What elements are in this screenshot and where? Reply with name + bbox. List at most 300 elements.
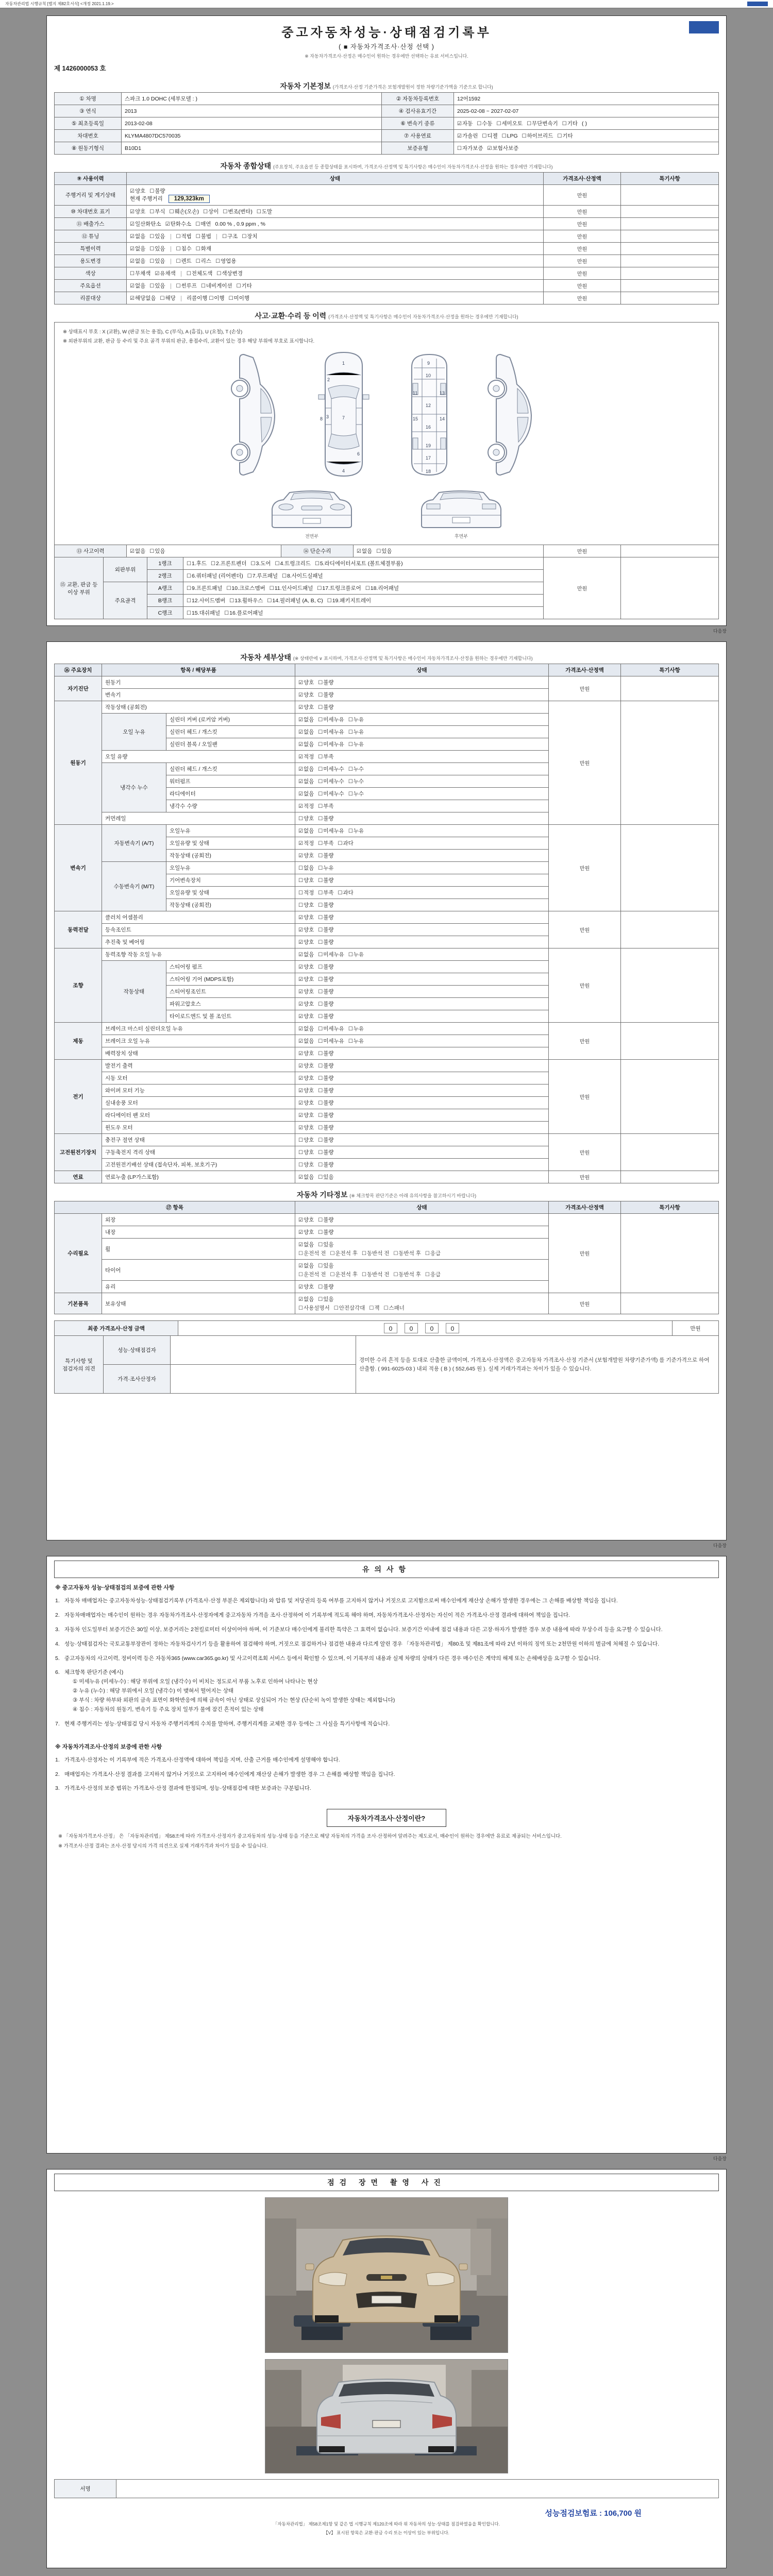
checkbox-unchecked[interactable]: ☐운전석 전: [298, 1250, 326, 1257]
notice-title: 유의사항: [54, 1561, 719, 1578]
item-group-label: 오일 누유: [102, 714, 166, 751]
table-row: [55, 206, 719, 218]
checkbox-unchecked[interactable]: ☐미세누유: [318, 717, 344, 723]
col-header-status: 상태: [127, 173, 544, 185]
checkbox-unchecked[interactable]: ☐불법: [195, 233, 212, 240]
checkbox-checked[interactable]: ☑양호: [298, 1063, 314, 1069]
checkbox-unchecked[interactable]: ☐미세누유: [318, 1038, 344, 1044]
notice-item: [55, 1668, 718, 1714]
checkbox-unchecked[interactable]: ☐미세누수: [318, 766, 344, 772]
checkbox-checked[interactable]: ☑없음: [298, 1242, 314, 1248]
svg-text:17: 17: [426, 455, 431, 461]
checkbox-checked[interactable]: ☑양호: [298, 976, 314, 982]
checkbox-unchecked[interactable]: ☐색상변경: [216, 270, 243, 277]
checkbox-icon: ☐: [318, 1230, 323, 1235]
checkbox-checked[interactable]: ☑양호: [298, 1112, 314, 1118]
col-header-item: ⑰ 항목: [55, 1201, 295, 1214]
checkbox-unchecked[interactable]: ☐누유: [348, 717, 364, 723]
checkbox-checked[interactable]: ☑양호: [298, 1125, 314, 1131]
checkbox-checked[interactable]: ☑없음: [298, 952, 314, 958]
checkbox-unchecked[interactable]: ☐없음: [298, 865, 314, 871]
checkbox-unchecked[interactable]: ☐침수: [176, 246, 192, 252]
checkbox-unchecked[interactable]: ☐미세누유: [318, 952, 344, 958]
checkbox-unchecked[interactable]: ☐리스: [195, 258, 212, 264]
checkbox-unchecked[interactable]: ☐양호: [298, 877, 314, 884]
checkbox-checked[interactable]: ☑없음: [298, 1174, 314, 1180]
checkbox-checked[interactable]: ☑없음: [298, 717, 314, 723]
checkbox-unchecked[interactable]: ☐7.루프패널: [247, 573, 278, 579]
checkbox-unchecked[interactable]: ☐불량: [318, 1100, 334, 1106]
checkbox-checked[interactable]: ☑양호: [298, 853, 314, 859]
col-header-status: 상태: [295, 664, 549, 676]
checkbox-checked[interactable]: ☑없음: [298, 766, 314, 772]
checkbox-unchecked[interactable]: ☐전체도색: [186, 270, 213, 277]
table-row: [55, 280, 719, 292]
checkbox-unchecked[interactable]: ☐잭: [369, 1305, 380, 1311]
checkbox-unchecked[interactable]: ☐불량: [318, 704, 334, 710]
checkbox-unchecked[interactable]: ☐3.도어: [250, 561, 271, 567]
checkbox-icon: ☑: [298, 1230, 303, 1235]
checkbox-checked[interactable]: ☑양호: [298, 692, 314, 698]
checkbox-checked[interactable]: ☑없음: [130, 258, 146, 264]
checkbox-checked[interactable]: ☑없음: [298, 1263, 314, 1269]
checkbox-icon: ☐: [425, 1272, 430, 1278]
checkbox-icon: ☐: [176, 246, 181, 252]
checkbox-unchecked[interactable]: ☐썬루프: [176, 283, 197, 289]
checkbox-icon: ☐: [187, 561, 191, 567]
table-row: [55, 255, 719, 267]
history-item-label: 리콜대상: [55, 292, 127, 304]
checkbox-unchecked[interactable]: ☐불량: [318, 816, 334, 822]
checkbox-unchecked[interactable]: ☐있음: [149, 258, 165, 264]
price-cell: 만원: [544, 243, 621, 255]
checkbox-checked[interactable]: ☑자동: [457, 121, 473, 127]
checkbox-unchecked[interactable]: ☐장치: [242, 233, 258, 240]
checkbox-unchecked[interactable]: ☐있음: [149, 233, 165, 240]
checkbox-unchecked[interactable]: ☐불량: [318, 1013, 334, 1020]
checkbox-unchecked[interactable]: ☐불량: [318, 853, 334, 859]
checkbox-unchecked[interactable]: ☐불량: [318, 976, 334, 982]
checkbox-unchecked[interactable]: ☐무단변속기: [527, 121, 558, 127]
status-cell: [295, 825, 549, 837]
checkbox-icon: ☐: [236, 283, 241, 289]
checkbox-unchecked[interactable]: ☐불량: [318, 902, 334, 908]
checkbox-unchecked[interactable]: ☐2.프론트펜더: [211, 561, 247, 567]
checkbox-unchecked[interactable]: ☐불량: [318, 1088, 334, 1094]
table-row: [55, 825, 719, 837]
checkbox-unchecked[interactable]: ☐있음: [376, 548, 392, 554]
checkbox-icon: ☑: [298, 1014, 303, 1020]
note-cell: [621, 557, 719, 619]
checkbox-unchecked[interactable]: ☐불량: [318, 964, 334, 970]
checkbox-unchecked[interactable]: ☐기타: [236, 283, 252, 289]
checkbox-unchecked[interactable]: ☐구조: [222, 233, 238, 240]
checkbox-icon: ☑: [130, 259, 135, 264]
section-note: (가격조사·산정 기준가격은 보험개발원이 정한 차량기준가액을 기준으로 합니다): [332, 84, 493, 90]
checkbox-unchecked[interactable]: ☐안전삼각대: [333, 1305, 365, 1311]
checkbox-checked[interactable]: ☑양호: [298, 939, 314, 945]
checkbox-unchecked[interactable]: ☐누수: [348, 778, 364, 785]
checkbox-icon: ☐: [149, 283, 155, 289]
checkbox-unchecked[interactable]: ☐응급: [425, 1250, 441, 1257]
checkbox-checked[interactable]: ☑양호: [130, 209, 146, 215]
checkbox-unchecked[interactable]: ☐수동: [477, 121, 493, 127]
checkbox-checked[interactable]: ☑탄화수소: [165, 221, 192, 227]
section-title-text: 사고·교환·수리 등 이력: [255, 312, 327, 320]
svg-text:1: 1: [342, 361, 345, 366]
checkbox-unchecked[interactable]: ☐6.쿼터패널 (리어펜더): [187, 573, 243, 579]
part-label: 실린더 커버 (로커암 커버): [166, 714, 295, 726]
checkbox-unchecked[interactable]: ☐동반석 후: [393, 1272, 421, 1278]
note-cell: [621, 243, 719, 255]
checkbox-unchecked[interactable]: ☐자가보증: [457, 145, 483, 151]
checkbox-checked[interactable]: ☑없음: [130, 283, 146, 289]
note-cell: [621, 1171, 719, 1183]
status-cell: [295, 775, 549, 788]
checkbox-unchecked[interactable]: ☐양호: [298, 816, 314, 822]
status-cell: [295, 874, 549, 887]
checkbox-unchecked[interactable]: ☐무채색: [130, 270, 151, 277]
checkbox-checked[interactable]: ☑양호: [298, 704, 314, 710]
checkbox-unchecked[interactable]: ☐동반석 후: [393, 1250, 421, 1257]
checkbox-icon: ☐: [327, 598, 332, 604]
checkbox-unchecked[interactable]: ☐12.사이드멤버: [187, 598, 226, 604]
checkbox-unchecked[interactable]: ☐매연: [195, 221, 211, 227]
checkbox-unchecked[interactable]: ☐미세누유: [318, 729, 344, 735]
checkbox-unchecked[interactable]: ☐네비게이션: [200, 283, 232, 289]
checkbox-checked[interactable]: ☑없음: [298, 1026, 314, 1032]
definition-box-wrap: [54, 1809, 719, 1827]
status-cell: [127, 218, 544, 230]
checkbox-unchecked[interactable]: ☐운전석 후: [330, 1272, 358, 1278]
checkbox-unchecked[interactable]: ☐이행: [209, 295, 225, 301]
checkbox-unchecked[interactable]: ☐있음: [318, 1296, 334, 1302]
note-cell: [621, 185, 719, 206]
status-cell: [295, 1097, 549, 1109]
col-header-price: 가격조사·산정액: [549, 1201, 621, 1214]
checkbox-unchecked[interactable]: ☐13.휠하우스: [229, 598, 263, 604]
checkbox-unchecked[interactable]: ☐미세누수: [318, 778, 344, 785]
checkbox-unchecked[interactable]: ☐19.패키지트레이: [327, 598, 372, 604]
checkbox-unchecked[interactable]: ☐불량: [318, 927, 334, 933]
checkbox-checked[interactable]: ☑일산화탄소: [130, 221, 161, 227]
checkbox-unchecked[interactable]: ☐훼손(오손): [169, 209, 199, 215]
checkbox-unchecked[interactable]: ☐미세누유: [318, 828, 344, 834]
item-label: 커먼레일: [102, 812, 295, 825]
checkbox-unchecked[interactable]: ☐16.플로어패널: [224, 610, 263, 616]
checkbox-unchecked[interactable]: ☐기타: [557, 133, 573, 139]
field-label: 보증유형: [382, 142, 454, 155]
checkbox-unchecked[interactable]: ☐기타: [562, 121, 578, 127]
checkbox-unchecked[interactable]: ☐누유: [348, 1026, 364, 1032]
table-row: [55, 243, 719, 255]
checkbox-unchecked[interactable]: ☐4.트렁크리드: [275, 561, 311, 567]
checkbox-checked[interactable]: ☑양호: [298, 1088, 314, 1094]
status-cell: [295, 1060, 549, 1072]
history-item-label: 특별이력: [55, 243, 127, 255]
checkbox-unchecked[interactable]: ☐불량: [318, 1063, 334, 1069]
checkbox-unchecked[interactable]: ☐누유: [348, 828, 364, 834]
checkbox-unchecked[interactable]: ☐양호: [298, 1149, 314, 1156]
status-cell: [295, 1023, 549, 1035]
checkbox-checked[interactable]: ☑해당없음: [130, 295, 156, 301]
checkbox-unchecked[interactable]: ☐불량: [318, 939, 334, 945]
checkbox-unchecked[interactable]: ☐누유: [348, 1038, 364, 1044]
checkbox-unchecked[interactable]: ☐11.인사이드패널: [269, 585, 313, 591]
checkbox-icon: ☐: [298, 890, 303, 896]
checkbox-checked[interactable]: ☑양호: [298, 1100, 314, 1106]
checkbox-unchecked[interactable]: ☐있음: [318, 1174, 334, 1180]
section-note: (주요장치, 주요옵션 등 종합상태를 표시하며, 가격조사·산정액 및 특기사항은 매수인이 자동차가격조사·산정을 원하는 경우에만 기재합니다): [273, 164, 553, 170]
checkbox-unchecked[interactable]: ☐미세누유: [318, 1026, 344, 1032]
checkbox-unchecked[interactable]: ☐불량: [318, 1001, 334, 1007]
checkbox-checked[interactable]: ☑양호: [130, 188, 146, 194]
checkbox-checked[interactable]: ☑양호: [298, 989, 314, 995]
rank-label: A랭크: [147, 582, 183, 595]
status-cell: [127, 280, 544, 292]
col-header-note: 특기사항: [621, 664, 719, 676]
checkbox-checked[interactable]: ☑양호: [298, 1229, 314, 1235]
checkbox-unchecked[interactable]: ☐양호: [298, 1162, 314, 1168]
checkbox-unchecked[interactable]: ☐디젤: [482, 133, 498, 139]
checkbox-checked[interactable]: ☑양호: [298, 1050, 314, 1057]
checkbox-checked[interactable]: ☑양호: [298, 1284, 314, 1290]
checkbox-unchecked[interactable]: ☐누수: [348, 766, 364, 772]
checkbox-unchecked[interactable]: ☐15.대쉬패널: [187, 610, 221, 616]
checkbox-icon: ☐: [318, 977, 323, 982]
checkbox-checked[interactable]: ☑적정: [298, 803, 314, 809]
checkbox-unchecked[interactable]: ☐부족: [318, 803, 334, 809]
inspector-opinion-field: [171, 1336, 356, 1365]
checkbox-checked[interactable]: ☑양호: [298, 1013, 314, 1020]
col-header-note: 특기사항: [621, 1201, 719, 1214]
checkbox-unchecked[interactable]: ☐누유: [348, 729, 364, 735]
checkbox-icon: ☑: [298, 1026, 303, 1032]
simple-repair-status: [354, 545, 544, 557]
note-cell: [621, 1134, 719, 1171]
svg-text:14: 14: [440, 416, 445, 421]
checkbox-icon: ☑: [298, 1242, 303, 1248]
checkbox-icon: ☐: [187, 586, 191, 591]
checkbox-checked[interactable]: ☑없음: [130, 233, 146, 240]
checkbox-unchecked[interactable]: ☐응급: [425, 1272, 441, 1278]
checkbox-unchecked[interactable]: ☐누유: [348, 741, 364, 748]
checkbox-unchecked[interactable]: ☐있음: [318, 1263, 334, 1269]
checkbox-icon: ☑: [298, 730, 303, 735]
checkbox-unchecked[interactable]: ☐불량: [318, 1162, 334, 1168]
checkbox-unchecked[interactable]: ☐10.크로스멤버: [226, 585, 265, 591]
checkbox-checked[interactable]: ☑유채색: [155, 270, 176, 277]
item-label: 변속기: [102, 689, 295, 701]
checkbox-unchecked[interactable]: ☐양호: [298, 1137, 314, 1143]
checkbox-icon: ☐: [318, 915, 323, 921]
checkbox-unchecked[interactable]: ☐적법: [176, 233, 192, 240]
basic-info-table: [54, 92, 719, 155]
notice-subtitle: ※ 중고자동차 성능·상태점검의 보증에 관한 사항: [55, 1585, 175, 1591]
checkbox-unchecked[interactable]: ☐동반석 전: [361, 1250, 390, 1257]
checkbox-unchecked[interactable]: ☐8.사이드실패널: [282, 573, 323, 579]
checkbox-checked[interactable]: ☑없음: [298, 1296, 314, 1302]
checkbox-checked[interactable]: ☑양호: [298, 1075, 314, 1081]
checkbox-icon: ☐: [318, 1162, 323, 1168]
checkbox-unchecked[interactable]: ☐누유: [348, 952, 364, 958]
checkbox-unchecked[interactable]: ☐불량: [318, 692, 334, 698]
checkbox-unchecked[interactable]: ☐적정: [298, 890, 314, 896]
checkbox-unchecked[interactable]: ☐부식: [149, 209, 165, 215]
checkbox-unchecked[interactable]: ☐5.라디에이터서포트 (볼트체결부품): [314, 561, 403, 567]
final-price-digits: [178, 1321, 673, 1336]
checkbox-unchecked[interactable]: ☐부족: [318, 840, 334, 846]
checkbox-icon: ☐: [318, 1014, 323, 1020]
checkbox-icon: ☑: [487, 146, 492, 151]
rank-section-label: ⑮ 교환, 판금 등 이상 부위: [55, 557, 104, 619]
checkbox-checked[interactable]: ☑양호: [298, 1217, 314, 1223]
checkbox-unchecked[interactable]: ☐9.프론트패널: [187, 585, 223, 591]
checkbox-icon: ☐: [318, 767, 323, 772]
checkbox-icon: ☐: [318, 1125, 323, 1131]
inline-value: 0.00 % ,: [215, 221, 236, 227]
checkbox-unchecked[interactable]: ☐운전석 후: [330, 1250, 358, 1257]
checkbox-unchecked[interactable]: ☐과다: [338, 890, 354, 896]
checkbox-unchecked[interactable]: ☐상이: [203, 209, 219, 215]
table-row: [55, 230, 719, 243]
accident-history-label: ⑬ 사고이력: [55, 545, 127, 557]
checkbox-icon: ☑: [298, 964, 303, 970]
checkbox-icon: ☑: [298, 1263, 303, 1269]
checkbox-unchecked[interactable]: ☐있음: [318, 1242, 334, 1248]
notice-text: 중고자동차의 사고이력, 정비이력 등은 자동차365 (www.car365.go.kr) 및 사고이력조회 서비스 등에서 확인할 수 있으며, 이 기록부의 내용과 실제 차량의 상태가 다른 경우 매수인은 계약의 해제 또는 손해배상을 요구할 수 있습니다.: [64, 1655, 601, 1662]
notice-subitem: ② 누유 (누수) : 해당 부위에서 오일 (냉각수) 이 맺혀서 떨어지는 상태: [73, 1688, 233, 1694]
item-label: 보유상태: [102, 1293, 295, 1314]
checkbox-unchecked[interactable]: ☐운전석 전: [298, 1272, 326, 1278]
header-row: [55, 1201, 719, 1214]
checkbox-checked[interactable]: ☑적정: [298, 754, 314, 760]
checkbox-unchecked[interactable]: ☐불량: [318, 877, 334, 884]
checkbox-checked[interactable]: ☑없음: [298, 741, 314, 748]
checkbox-checked[interactable]: ☑없음: [298, 791, 314, 797]
checkbox-checked[interactable]: ☑가솔린: [457, 133, 478, 139]
checkbox-unchecked[interactable]: ☐누유: [318, 865, 334, 871]
checkbox-checked[interactable]: ☑양호: [298, 680, 314, 686]
checkbox-checked[interactable]: ☑양호: [298, 927, 314, 933]
checkbox-unchecked[interactable]: ☐불량: [318, 1284, 334, 1290]
final-price-table: [54, 1320, 719, 1336]
checkbox-checked[interactable]: ☑적정: [298, 840, 314, 846]
checkbox-unchecked[interactable]: ☐LPG: [501, 133, 518, 139]
price-cell: 만원: [549, 1060, 621, 1134]
checkbox-unchecked[interactable]: ☐불량: [149, 188, 165, 194]
checkbox-unchecked[interactable]: ☐세미오토: [496, 121, 523, 127]
checkbox-unchecked[interactable]: ☐사용설명서: [298, 1305, 330, 1311]
checkbox-unchecked[interactable]: ☐불량: [318, 1229, 334, 1235]
checkbox-icon: ☑: [298, 940, 303, 945]
checkbox-icon: ☑: [298, 841, 303, 846]
checkbox-unchecked[interactable]: ☐변조(변타): [223, 209, 253, 215]
checkbox-unchecked[interactable]: ☐불량: [318, 989, 334, 995]
checkbox-icon: ☐: [318, 1175, 323, 1180]
checkbox-checked[interactable]: ☑양호: [298, 964, 314, 970]
checkbox-unchecked[interactable]: ☐누수: [348, 791, 364, 797]
checkbox-unchecked[interactable]: ☐있음: [149, 246, 165, 252]
checkbox-unchecked[interactable]: ☐하이브리드: [522, 133, 553, 139]
checkbox-unchecked[interactable]: ☐불량: [318, 1149, 334, 1156]
final-price-label: 최종 가격조사·산정 금액: [55, 1321, 178, 1336]
checkbox-unchecked[interactable]: ☐18.리어패널: [365, 585, 399, 591]
checkbox-unchecked[interactable]: ☐있음: [149, 548, 165, 554]
checkbox-checked[interactable]: ☑없음: [298, 729, 314, 735]
checkbox-unchecked[interactable]: ☐미세누유: [318, 741, 344, 748]
field-label: ④ 검사유효기간: [382, 105, 454, 117]
checkbox-unchecked[interactable]: ☐14.필러패널 (A, B, C): [267, 598, 323, 604]
checkbox-unchecked[interactable]: ☐불량: [318, 1075, 334, 1081]
rank-items: [183, 557, 544, 570]
checkbox-icon: ☐: [348, 717, 353, 723]
checkbox-checked[interactable]: ☑양호: [298, 1001, 314, 1007]
checkbox-checked[interactable]: ☑없음: [130, 548, 146, 554]
checkbox-unchecked[interactable]: ☐불량: [318, 680, 334, 686]
checkbox-icon: ☑: [298, 742, 303, 748]
checkbox-unchecked[interactable]: ☐미이행: [228, 295, 249, 301]
signature-field: [116, 2480, 719, 2498]
checkbox-unchecked[interactable]: ☐양호: [298, 902, 314, 908]
notice-text: 가격조사·산정자는 이 기록부에 적은 가격조사·산정액에 대하여 책임을 지며, 산출 근거를 매수인에게 설명해야 합니다.: [64, 1756, 340, 1763]
checkbox-unchecked[interactable]: ☐화재: [195, 246, 212, 252]
checkbox-icon: ☑: [130, 283, 135, 289]
checkbox-unchecked[interactable]: ☐17.트렁크플로어: [317, 585, 361, 591]
checkbox-unchecked[interactable]: ☐부족: [318, 754, 334, 760]
table-row: [55, 142, 719, 155]
status-cell: [295, 911, 549, 924]
checkbox-checked[interactable]: ☑없음: [298, 828, 314, 834]
checkbox-icon: ☑: [298, 1051, 303, 1057]
checkbox-checked[interactable]: ☑없음: [298, 778, 314, 785]
status-cell: [295, 961, 549, 973]
checkbox-unchecked[interactable]: ☐과다: [338, 840, 354, 846]
checkbox-unchecked[interactable]: ☐불량: [318, 1137, 334, 1143]
checkbox-checked[interactable]: ☑보험사보증: [487, 145, 519, 151]
checkbox-checked[interactable]: ☑없음: [298, 1038, 314, 1044]
assure-note: ※ 「자동차가격조사·산정」 은 「자동차관리법」 제58조에 따라 가격조사·산정자가 중고자동차의 성능·상태 등을 기준으로 해당 자동차의 가격을 조사·산정하여 알려주는 제도로서, 매수인이 원하는 경우에만 유료로 제공되는 서비스입니다.: [58, 1834, 562, 1840]
checkbox-unchecked[interactable]: ☐해당: [160, 295, 176, 301]
checkbox-unchecked[interactable]: ☐렌트: [176, 258, 192, 264]
checkbox-checked[interactable]: ☑양호: [298, 914, 314, 921]
checkbox-unchecked[interactable]: ☐스패너: [383, 1305, 405, 1311]
checkbox-icon: ☑: [298, 1113, 303, 1118]
checkbox-unchecked[interactable]: ☐동반석 전: [361, 1272, 390, 1278]
signature-label: 서명: [55, 2480, 116, 2498]
checkbox-unchecked[interactable]: ☐불량: [318, 1112, 334, 1118]
checkbox-unchecked[interactable]: ☐1.후드: [187, 561, 207, 567]
checkbox-unchecked[interactable]: ☐영업용: [215, 258, 237, 264]
photo-rear-car-on-lift: [265, 2360, 508, 2473]
assure-notes: [54, 1833, 719, 1850]
table-row: [55, 1171, 719, 1183]
checkbox-unchecked[interactable]: ☐도말: [256, 209, 273, 215]
item-label: 라디에이터 팬 모터: [102, 1109, 295, 1122]
checkbox-unchecked[interactable]: ☐미세누수: [318, 791, 344, 797]
checkbox-checked[interactable]: ☑없음: [357, 548, 373, 554]
document-subnote: ※ 자동차가격조사·산정은 매수인이 원하는 경우에만 선택하는 유료 서비스입니다.: [305, 54, 468, 59]
checkbox-unchecked[interactable]: ☐불량: [318, 1050, 334, 1057]
checkbox-unchecked[interactable]: ☐있음: [149, 283, 165, 289]
checkbox-checked[interactable]: ☑없음: [130, 246, 146, 252]
checkbox-unchecked[interactable]: ☐불량: [318, 1125, 334, 1131]
inspector-opinion-table: [54, 1335, 719, 1394]
table-row: [55, 267, 719, 280]
checkbox-unchecked[interactable]: ☐부족: [318, 890, 334, 896]
checkbox-unchecked[interactable]: ☐불량: [318, 1217, 334, 1223]
checkbox-unchecked[interactable]: ☐불량: [318, 914, 334, 921]
